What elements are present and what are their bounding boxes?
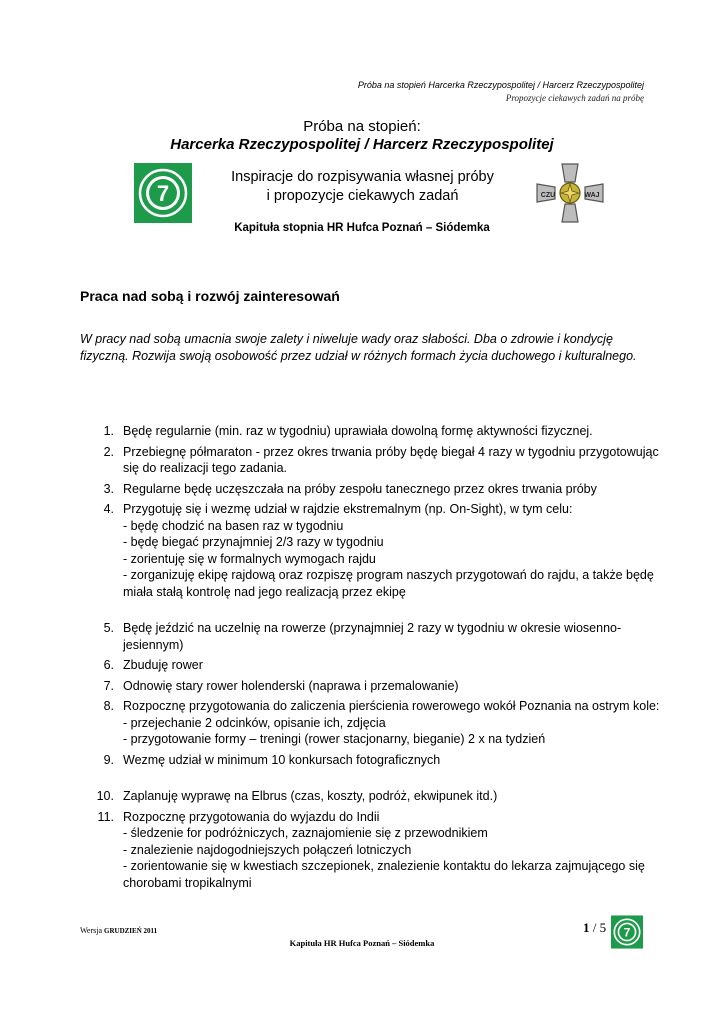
logo-digit: 7 — [156, 181, 170, 206]
harcerski-cross-icon — [535, 162, 605, 224]
task-text: Regularne będę uczęszczała na próby zespołu tanecznego przez okres trwania próby — [123, 481, 597, 496]
task-subline: - przejechanie 2 odcinków, opisanie ich, zdjęcia — [123, 715, 386, 730]
footer-version — [80, 926, 157, 935]
task-subline: - będę chodzić na basen raz w tygodniu — [123, 518, 344, 533]
footer-logo-digit: 7 — [623, 925, 631, 940]
task-text: Rozpocznę przygotowania do zaliczenia pierścienia rowerowego wokół Poznania na ostrym kole: — [123, 699, 660, 713]
section-title: Praca nad sobą i rozwój zainteresowań — [80, 288, 340, 304]
task-subline: - śledzenie for podróżniczych, zaznajomienie się z przewodnikiem — [123, 826, 488, 840]
task-text: Przebiegnę półmaraton - przez okres trwania próby będę biegał 4 razy w tygodniu przygotowując się do realizacji tego zadania. — [123, 444, 659, 475]
task-number: 3. — [103, 481, 114, 496]
doc-title: Próba na stopień: — [303, 118, 421, 135]
task-item — [80, 657, 660, 674]
task-text: Zbuduję rower — [123, 658, 203, 672]
intro-paragraph: W pracy nad sobą umacnia swoje zalety i niweluje wady oraz słabości. Dba o zdrowie i kondycję fizyczną. Rozwija swoją osobowość przez udział w różnych formach życia duchowego i kulturalnego. — [80, 332, 637, 363]
task-item — [80, 423, 660, 440]
page-current: 1 — [583, 920, 590, 935]
task-text: Będę jeździć na uczelnię na rowerze (przynajmniej 2 razy w tygodniu w okresie wiosenno- jesiennym) — [123, 621, 622, 652]
task-item — [80, 809, 660, 892]
doc-subtitle: Harcerka Rzeczypospolitej / Harcerz Rzeczypospolitej — [170, 136, 554, 153]
task-item — [80, 444, 660, 477]
task-list — [80, 423, 660, 895]
task-subline: - zorientowanie się w kwestiach szczepionek, znalezienie kontaktu do lekarza zajmującego się chorobami tropikalnymi — [123, 859, 645, 890]
task-number: 7. — [103, 678, 114, 693]
task-item — [80, 788, 660, 805]
task-text: Przygotuję się i wezmę udział w rajdzie ekstremalnym (np. On-Sight), w tym celu: — [123, 502, 573, 516]
task-subline: - zorganizuję ekipę rajdową oraz rozpiszę program naszych przygotowań do rajdu, a także będę miała stałą kontrolę nad jego realizacją przez ekipę — [123, 568, 654, 599]
task-number: 11. — [97, 809, 114, 824]
task-item — [80, 620, 660, 653]
chapter-name: Kapituła stopnia HR Hufca Poznań – Siódemka — [234, 222, 490, 234]
inspiration-line-1: Inspiracje do rozpisywania własnej próby — [231, 169, 494, 185]
inspiration-line-2: i propozycje ciekawych zadań — [266, 188, 459, 204]
page-number — [583, 920, 606, 936]
task-subline: - przygotowanie formy – treningi (rower stacjonarny, bieganie) 2 x na tydzień — [123, 732, 546, 746]
inspiration-heading — [200, 168, 525, 206]
task-subline: - znalezienie najdogodniejszych połączeń lotniczych — [123, 842, 412, 857]
cross-text-left: CZU — [540, 192, 556, 199]
task-item — [80, 678, 660, 695]
task-item — [80, 501, 660, 600]
task-subline: - zorientuję się w formalnych wymogach rajdu — [123, 551, 376, 566]
task-number: 1. — [103, 424, 114, 438]
task-number: 10. — [96, 789, 114, 803]
task-number: 8. — [103, 699, 114, 713]
task-subline: - będę biegać przynajmniej 2/3 razy w tygodniu — [123, 535, 384, 549]
task-text: Będę regularnie (min. raz w tygodniu) uprawiała dowolną formę aktywności fizycznej. — [123, 424, 593, 438]
page-total: 5 — [599, 920, 607, 935]
task-number: 4. — [103, 502, 114, 516]
task-number: 9. — [103, 752, 114, 767]
footer-version-label: Wersja — [80, 926, 103, 935]
hufiec-logo-icon — [134, 163, 192, 223]
task-text: Wezmę udział w minimum 10 konkursach fotograficznych — [123, 752, 441, 767]
footer-chapter: Kapituła HR Hufca Poznań – Siódemka — [289, 938, 435, 948]
task-number: 6. — [103, 658, 114, 672]
footer-version-value: GRUDZIEŃ 2011 — [104, 927, 158, 935]
task-text: Zaplanuję wyprawę na Elbrus (czas, koszty, podróż, ekwipunek itd.) — [123, 789, 498, 803]
task-number: 2. — [103, 444, 114, 459]
page-separator: / — [592, 920, 597, 935]
task-item — [80, 698, 660, 748]
task-text: Rozpocznę przygotowania do wyjazdu do Indii — [123, 809, 380, 824]
task-item — [80, 752, 660, 769]
header-title: Próba na stopień Harcerka Rzeczypospolitej / Harcerz Rzeczypospolitej — [357, 80, 644, 90]
cross-text-right: WAJ — [584, 192, 600, 199]
task-number: 5. — [103, 621, 114, 635]
header-subtitle: Propozycje ciekawych zadań na próbę — [505, 93, 644, 103]
task-text: Odnowię stary rower holenderski (naprawa i przemalowanie) — [123, 678, 459, 693]
task-item — [80, 481, 660, 498]
